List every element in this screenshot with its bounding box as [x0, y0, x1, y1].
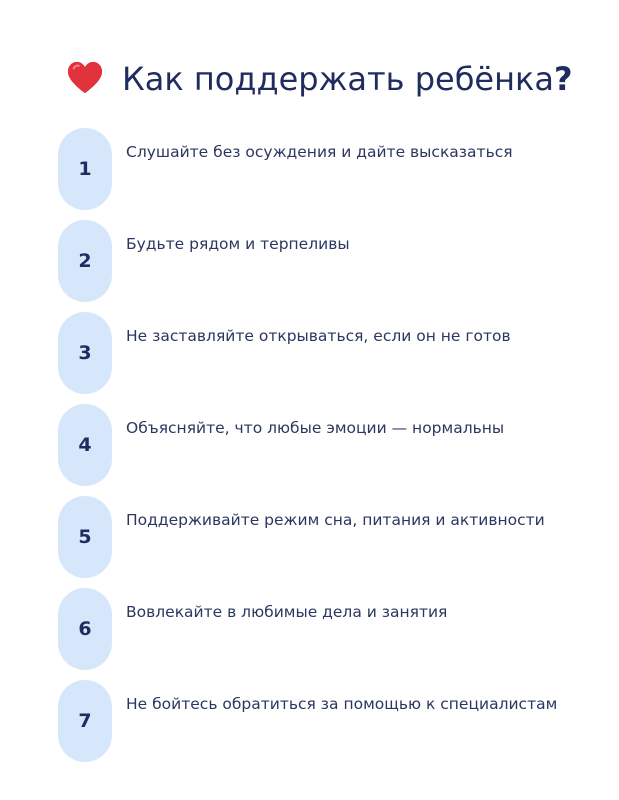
page-title	[122, 60, 573, 98]
question-mark: ?	[553, 60, 573, 98]
item-text: Вовлекайте в любимые дела и занятия	[126, 603, 448, 621]
list-item	[58, 588, 578, 680]
item-text: Слушайте без осуждения и дайте высказаться	[126, 143, 513, 161]
list-item	[58, 312, 578, 404]
list-item	[58, 680, 578, 772]
item-number: 2	[78, 250, 92, 272]
list-item	[58, 128, 578, 220]
number-badge	[58, 680, 112, 762]
item-number: 6	[78, 618, 92, 640]
item-number: 7	[78, 710, 92, 732]
item-number: 4	[78, 434, 92, 456]
item-number: 5	[78, 526, 92, 548]
page-title-text: Как поддержать ребёнка	[122, 60, 554, 98]
item-text: Поддерживайте режим сна, питания и активности	[126, 511, 545, 529]
heart-icon	[66, 60, 104, 98]
header	[66, 54, 573, 104]
number-badge	[58, 404, 112, 486]
number-badge	[58, 312, 112, 394]
item-text: Не заставляйте открываться, если он не готов	[126, 327, 511, 345]
list-item	[58, 496, 578, 588]
item-text: Не бойтесь обратиться за помощью к специалистам	[126, 695, 558, 713]
list-item	[58, 220, 578, 312]
number-badge	[58, 496, 112, 578]
number-badge	[58, 128, 112, 210]
item-number: 1	[78, 158, 92, 180]
item-text: Будьте рядом и терпеливы	[126, 235, 350, 253]
item-text: Объясняйте, что любые эмоции — нормальны	[126, 419, 505, 437]
list-item	[58, 404, 578, 496]
number-badge	[58, 588, 112, 670]
item-number: 3	[78, 342, 92, 364]
tips-list	[58, 128, 578, 772]
number-badge	[58, 220, 112, 302]
